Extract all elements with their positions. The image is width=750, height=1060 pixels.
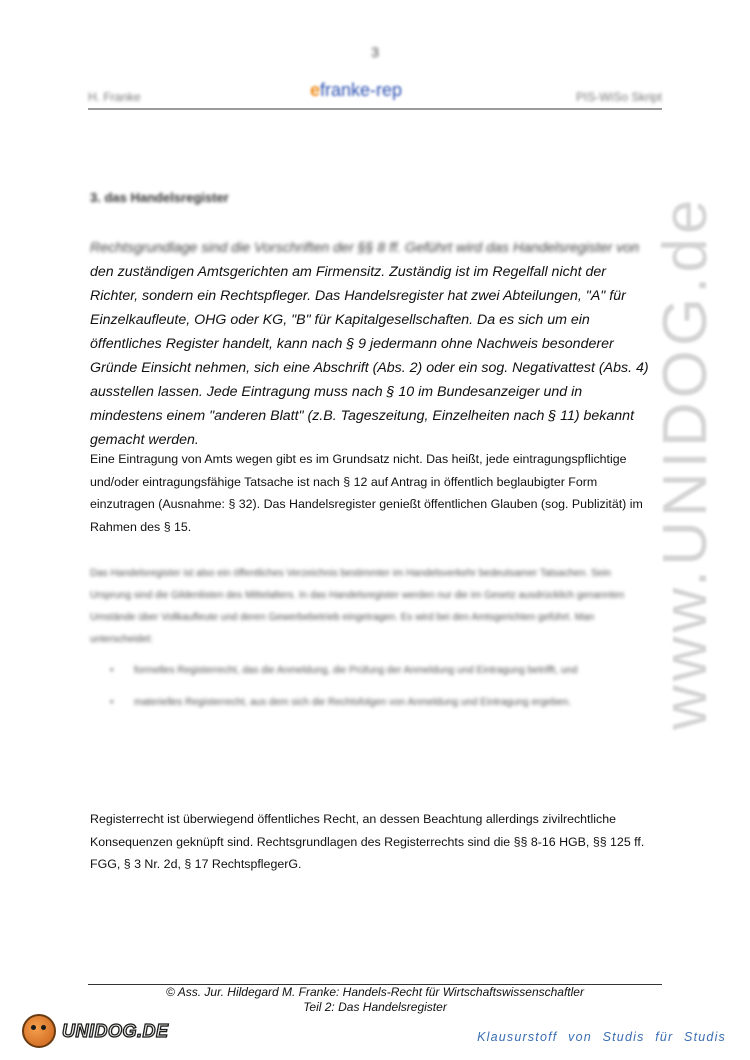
header-right-label: PIS-WiSo Skript (575, 90, 662, 104)
franke-rep-logo: efranke-rep (310, 80, 403, 100)
footer-part: Teil 2: Das Handelsregister (303, 1000, 447, 1014)
page-header (88, 80, 662, 110)
paragraph-eintragung: Eine Eintragung von Amts wegen gibt es im Grundsatz nicht. Das heißt, jede eintragungspflichtige und/oder eintragungsfähige Tatsache ist nach § 12 auf Antrag in öffentlich beglaubigter Form einzutragen (Ausnahme: § 32). Das Handelsregister genießt öffentlichen Glauben (sog. Publizität) im Rahmen des § 15. (90, 452, 643, 534)
list-item: • formelles Registerrecht, das die Anmeldung, die Prüfung der Anmeldung und Eintragung betrifft, und (110, 660, 650, 682)
brand-name: UNIDOG.DE (62, 1020, 169, 1041)
paragraph-verzeichnis: Das Handelsregister ist also ein öffentliches Verzeichnis bestimmter im Handelsverkehr bedeutsamer Tatsachen. Sein Ursprung sind die Gildenlisten des Mittelalters. In das Handelsregister werden nur die im Gesetz ausdrücklich genannten Umstände über Vollkaufleute und deren Gewerbebetrieb eingetragen. Es wird bei den Amtsgerichten geführt. Man unterscheidet: (90, 568, 625, 645)
page-number: 3 (371, 44, 379, 60)
header-author: H. Franke (88, 90, 141, 104)
watermark: www.UNIDOG.de (651, 195, 720, 730)
paragraph-register-basics (90, 236, 652, 452)
page-footer (88, 985, 662, 1015)
unidog-logo (22, 1014, 169, 1048)
paragraph-registerrecht: Registerrecht ist überwiegend öffentliches Recht, an dessen Beachtung allerdings zivilrechtliche Konsequenzen geknüpft sind. Rechtsgrundlagen des Registerrechts sind die §§ 8-16 HGB, §§ 125 ff. FGG, § 3 Nr. 2d, § 17 RechtspflegerG. (90, 812, 645, 871)
section-title: 3. das Handelsregister (90, 190, 229, 205)
dog-mascot-icon (22, 1014, 56, 1048)
paragraph1-first-line: Rechtsgrundlage sind die Vorschriften der §§ 8 ff. Geführt wird das Handelsregister von (90, 240, 640, 256)
logo-text: franke-rep (320, 80, 403, 100)
footer-copyright: © Ass. Jur. Hildegard M. Franke: Handels-Recht für Wirtschaftswissenschaftler (166, 985, 584, 999)
paragraph1-body: den zuständigen Amtsgerichten am Firmensitz. Zuständig ist im Regelfall nicht der Richter, sondern ein Rechtspfleger. Das Handelsregister hat zwei Abteilungen, "A" für Einzelkaufleute, OHG oder KG, "B" für Kapitalgesellschaften. Da es sich um ein öffentliches Register handelt, kann nach § 9 jedermann ohne Nachweis besonderer Gründe Einsicht nehmen, sich eine Abschrift (Abs. 2) oder ein sog. Negativattest (Abs. 4) ausstellen lassen. Jede Eintragung muss nach § 10 im Bundesanzeiger und in mindestens einem "anderen Blatt" (z.B. Tageszeitung, Einzelheiten nach § 11) bekannt gemacht werden. (90, 264, 649, 448)
register-types-list (110, 660, 650, 724)
brand-tagline: Klausurstoff von Studis für Studis (477, 1030, 726, 1044)
list-item: • materielles Registerrecht, aus dem sich die Rechtsfolgen von Anmeldung und Eintragung ergeben. (110, 692, 650, 714)
